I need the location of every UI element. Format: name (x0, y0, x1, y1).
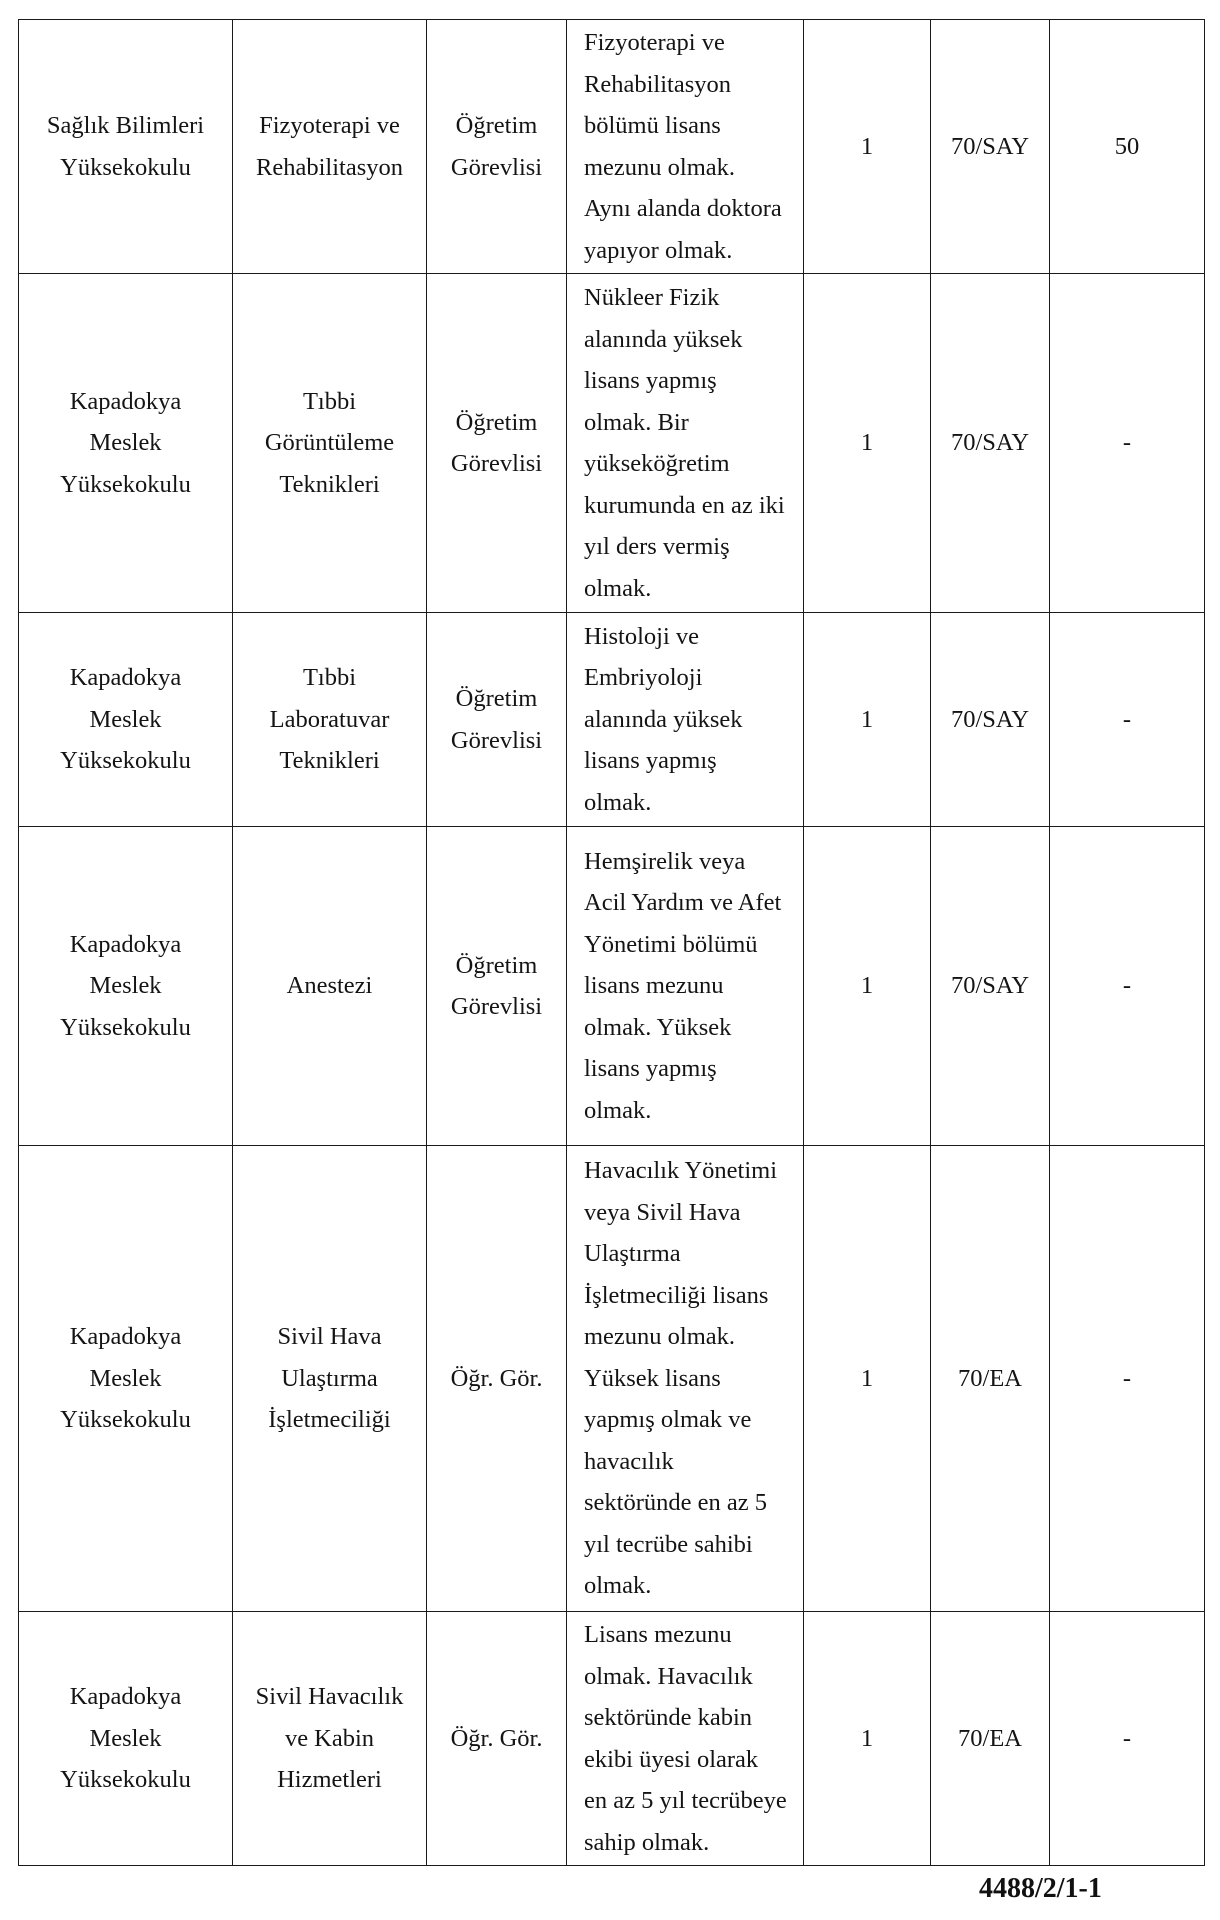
score-cell: 70/SAY (931, 613, 1050, 827)
department-cell: Fizyoterapi ve Rehabilitasyon (233, 20, 427, 274)
department-cell: Tıbbi Görüntüleme Teknikleri (233, 274, 427, 613)
count-cell: 1 (804, 827, 931, 1146)
position-cell: Öğretim Görevlisi (427, 827, 567, 1146)
unit-cell: Kapadokya Meslek Yüksekokulu (19, 1146, 233, 1612)
table-row (19, 20, 1205, 274)
language-score-cell: - (1050, 613, 1205, 827)
unit-cell: Kapadokya Meslek Yüksekokulu (19, 1612, 233, 1866)
requirements-cell: Fizyoterapi ve Rehabilitasyon bölümü lisans mezunu olmak. Aynı alanda doktora yapıyor olmak. (567, 20, 804, 274)
position-cell: Öğr. Gör. (427, 1146, 567, 1612)
requirements-cell: Nükleer Fizik alanında yüksek lisans yapmış olmak. Bir yükseköğretim kurumunda en az iki yıl ders vermiş olmak. (567, 274, 804, 613)
unit-cell: Kapadokya Meslek Yüksekokulu (19, 827, 233, 1146)
score-cell: 70/EA (931, 1612, 1050, 1866)
language-score-cell: - (1050, 827, 1205, 1146)
position-cell: Öğretim Görevlisi (427, 274, 567, 613)
score-cell: 70/SAY (931, 827, 1050, 1146)
requirements-cell: Histoloji ve Embriyoloji alanında yüksek lisans yapmış olmak. (567, 613, 804, 827)
position-cell: Öğretim Görevlisi (427, 613, 567, 827)
table-row (19, 1146, 1205, 1612)
language-score-cell: - (1050, 274, 1205, 613)
department-cell: Sivil Havacılık ve Kabin Hizmetleri (233, 1612, 427, 1866)
requirements-cell: Lisans mezunu olmak. Havacılık sektöründe kabin ekibi üyesi olarak en az 5 yıl tecrübeye sahip olmak. (567, 1612, 804, 1866)
count-cell: 1 (804, 1146, 931, 1612)
count-cell: 1 (804, 1612, 931, 1866)
unit-cell: Kapadokya Meslek Yüksekokulu (19, 613, 233, 827)
table-row (19, 827, 1205, 1146)
unit-cell: Kapadokya Meslek Yüksekokulu (19, 274, 233, 613)
department-cell: Anestezi (233, 827, 427, 1146)
requirements-cell: Havacılık Yönetimi veya Sivil Hava Ulaştırma İşletmeciliği lisans mezunu olmak. Yüksek lisans yapmış olmak ve havacılık sektöründe en az 5 yıl tecrübe sahibi olmak. (567, 1146, 804, 1612)
document-code: 4488/2/1-1 (979, 1873, 1102, 1904)
count-cell: 1 (804, 274, 931, 613)
unit-cell: Sağlık Bilimleri Yüksekokulu (19, 20, 233, 274)
table-row (19, 613, 1205, 827)
table-row (19, 274, 1205, 613)
department-cell: Tıbbi Laboratuvar Teknikleri (233, 613, 427, 827)
score-cell: 70/SAY (931, 274, 1050, 613)
position-cell: Öğretim Görevlisi (427, 20, 567, 274)
positions-table (18, 19, 1205, 1866)
requirements-cell: Hemşirelik veya Acil Yardım ve Afet Yönetimi bölümü lisans mezunu olmak. Yüksek lisans yapmış olmak. (567, 827, 804, 1146)
score-cell: 70/SAY (931, 20, 1050, 274)
department-cell: Sivil Hava Ulaştırma İşletmeciliği (233, 1146, 427, 1612)
position-cell: Öğr. Gör. (427, 1612, 567, 1866)
language-score-cell: - (1050, 1146, 1205, 1612)
score-cell: 70/EA (931, 1146, 1050, 1612)
table-row (19, 1612, 1205, 1866)
language-score-cell: 50 (1050, 20, 1205, 274)
count-cell: 1 (804, 613, 931, 827)
count-cell: 1 (804, 20, 931, 274)
language-score-cell: - (1050, 1612, 1205, 1866)
